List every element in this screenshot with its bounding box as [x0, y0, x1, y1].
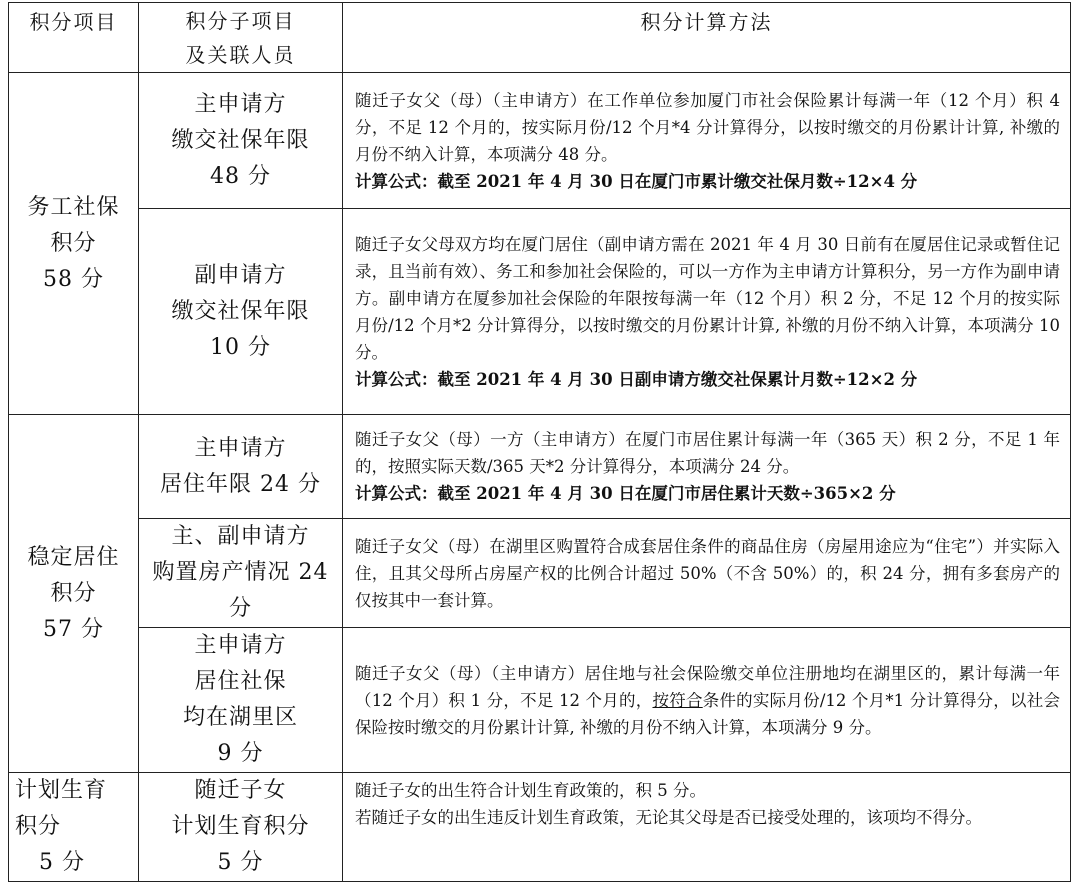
- subitem-secondary-social-years: [139, 209, 343, 415]
- subitem-line: 随迁子女: [194, 778, 287, 803]
- method-formula: 计算公式：截至 2021 年 4 月 30 日副申请方缴交社保累计月数÷12×2 分: [355, 369, 918, 389]
- category-work-line2: 积分: [50, 230, 97, 256]
- subitem-line: 缴交社保年限: [171, 127, 310, 153]
- header-subitem: [139, 3, 343, 73]
- method-formula: 计算公式：截至 2021 年 4 月 30 日在厦门市累计缴交社保月数÷12×4 分: [355, 171, 918, 191]
- category-birth-line2: 积分: [15, 814, 62, 839]
- subitem-line: 居住年限 24 分: [160, 471, 321, 497]
- method-text: 随迁子女父（母）（主申请方）居住地与社会保险缴交单位注册地均在湖里区的，累计每满一年（12 个月）积 1 分，不足 12 个月的，: [355, 663, 1060, 710]
- method-birth-planning: [343, 773, 1071, 882]
- table-row: [9, 415, 1071, 519]
- points-table-container: [8, 2, 1071, 882]
- method-text: 若随迁子女的出生违反计划生育政策，无论其父母是否已接受处理的，该项均不得分。: [355, 808, 982, 827]
- method-text: 随迁子女的出生符合计划生育政策的，积 5 分。: [355, 781, 706, 800]
- method-property: [343, 519, 1071, 628]
- method-huli-district: [343, 628, 1071, 773]
- subitem-line: 主申请方: [194, 633, 287, 658]
- subitem-line: 主、副申请方: [171, 524, 310, 549]
- header-subitem-line1: 积分子项目: [185, 8, 296, 33]
- method-text: 随迁子女父（母）在湖里区购置符合成套居住条件的商品住房（房屋用途应为“住宅”）并实际入住，且其父母所占房屋产权的比例合计超过 50%（不含 50%）的，积 24 分，拥有多套房产的仅按其中一套计算。: [355, 536, 1060, 610]
- header-method: [343, 3, 1071, 73]
- table-row: [9, 519, 1071, 628]
- header-row: [9, 3, 1071, 73]
- header-category: [9, 3, 139, 73]
- subitem-main-residence-years: [139, 415, 343, 519]
- table-row: [9, 628, 1071, 773]
- header-subitem-line2: 及关联人员: [185, 42, 296, 67]
- category-birth-line1: 计划生育: [15, 778, 108, 803]
- subitem-line: 居住社保: [194, 669, 287, 694]
- subitem-line: 分: [228, 596, 252, 621]
- table-row: [9, 773, 1071, 882]
- table-row: [9, 209, 1071, 415]
- subitem-score: 5 分: [217, 850, 264, 875]
- subitem-property: [139, 519, 343, 628]
- subitem-huli-district: [139, 628, 343, 773]
- method-formula: 计算公式：截至 2021 年 4 月 30 日在厦门市居住累计天数÷365×2 分: [355, 484, 896, 503]
- method-underlined-text: 按符合: [652, 690, 703, 710]
- category-birth-score: 5 分: [39, 850, 85, 875]
- category-residence-score: 57 分: [43, 616, 104, 642]
- category-work-line1: 务工社保: [27, 194, 120, 220]
- category-residence-line1: 稳定居住: [27, 544, 120, 570]
- points-table: [8, 2, 1071, 882]
- header-method-label: 积分计算方法: [640, 10, 773, 34]
- method-text: 条件的实际月份/12 个月*1 分计算得分，以社会保险按时缴交的月份累计计算, 补缴的月份不纳入计算，本项满分 9 分。: [355, 690, 1061, 737]
- subitem-line: 主申请方: [194, 435, 287, 461]
- category-work: [9, 73, 139, 415]
- category-birth: [9, 773, 139, 882]
- subitem-line: 主申请方: [194, 91, 287, 117]
- category-residence-line2: 积分: [50, 580, 97, 606]
- subitem-main-social-years: [139, 73, 343, 209]
- category-residence: [9, 415, 139, 773]
- method-text: 随迁子女父（母）一方（主申请方）在厦门市居住累计每满一年（365 天）积 2 分，不足 1 年的，按照实际天数/365 天*2 分计算得分，本项满分 24 分。: [355, 430, 1060, 476]
- subitem-score: 9 分: [217, 741, 264, 766]
- subitem-line: 计划生育积分: [171, 814, 310, 839]
- category-work-score: 58 分: [43, 266, 104, 292]
- subitem-score: 10 分: [210, 334, 271, 360]
- method-main-social-years: [343, 73, 1071, 209]
- method-text: 随迁子女父母双方均在厦门居住（副申请方需在 2021 年 4 月 30 日前有在厦居住记录或暂住记录，且当前有效）、务工和参加社会保险的，可以一方作为主申请方计算积分，另一方作为副申请方。副申请方在厦参加社会保险的年限按每满一年（12 个月）积 2 分，不足 12 个月的按实际月份/12 个月*2 分计算得分，以按时缴交的月份累计计算, 补缴的月份不纳入计算，本项满分 10 分。: [355, 234, 1060, 362]
- subitem-line: 副申请方: [194, 262, 287, 288]
- subitem-line: 均在湖里区: [182, 705, 298, 730]
- subitem-birth-planning: [139, 773, 343, 882]
- header-category-label: 积分项目: [29, 10, 118, 34]
- method-secondary-social-years: [343, 209, 1071, 415]
- method-text: 随迁子女父（母）（主申请方）在工作单位参加厦门市社会保险累计每满一年（12 个月）积 4 分，不足 12 个月的，按实际月份/12 个月*4 分计算得分，以按时缴交的月份累计计算, 补缴的月份不纳入计算，本项满分 48 分。: [355, 90, 1060, 164]
- subitem-score: 48 分: [210, 163, 271, 189]
- subitem-line: 缴交社保年限: [171, 298, 310, 324]
- table-row: [9, 73, 1071, 209]
- subitem-line: 购置房产情况 24: [152, 560, 329, 585]
- method-main-residence-years: [343, 415, 1071, 519]
